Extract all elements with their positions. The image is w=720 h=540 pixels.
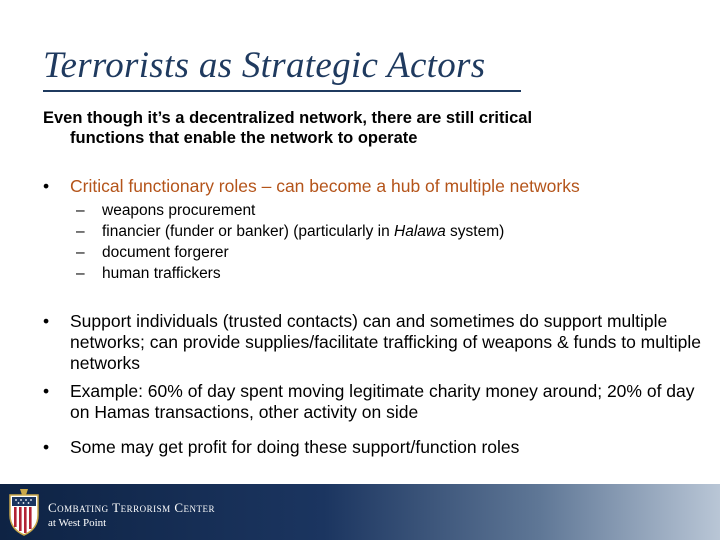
bullet-example (43, 381, 703, 423)
intro-text (43, 108, 683, 148)
bullet-text: Support individuals (trusted contacts) can and sometimes do support multiple networks; can provide supplies/facilitate trafficking of weapons & funds to multiple networks (70, 311, 701, 373)
dash-marker: – (76, 223, 85, 240)
list-item-text-tail: system) (445, 223, 505, 240)
bullet-text: Example: 60% of day spent moving legitimate charity money around; 20% of day on Hamas transactions, other activity on side (70, 381, 695, 422)
slide-title: Terrorists as Strategic Actors (43, 45, 486, 86)
bullet-marker: • (43, 311, 50, 331)
intro-line-1: Even though it’s a decentralized network, there are still critical (43, 109, 533, 127)
list-item (76, 221, 504, 242)
org-name: Combating Terrorism Center (48, 500, 216, 515)
intro-line-2: functions that enable the network to operate (70, 129, 418, 147)
list-item-text: document forgerer (102, 244, 229, 261)
list-item (76, 200, 504, 221)
list-item (76, 242, 504, 263)
title-underline (43, 90, 521, 92)
halawa-term: Halawa (394, 223, 446, 240)
dash-marker: – (76, 202, 85, 219)
critical-roles-sublist (76, 200, 504, 284)
west-point-crest-icon (6, 487, 42, 537)
bullet-marker: • (43, 176, 50, 196)
dash-marker: – (76, 265, 85, 282)
bullet-marker: • (43, 437, 50, 457)
footer-banner (0, 484, 720, 540)
bullet-text: Some may get profit for doing these support/function roles (70, 437, 520, 457)
bullet-text: Critical functionary roles – can become a hub of multiple networks (70, 176, 580, 196)
list-item-text: financier (funder or banker) (particularly in (102, 223, 395, 240)
bullet-support-individuals (43, 311, 703, 374)
org-subtitle: at West Point (48, 517, 107, 529)
dash-marker: – (76, 244, 85, 261)
bullet-profit (43, 437, 703, 458)
bullet-marker: • (43, 381, 50, 401)
list-item (76, 263, 504, 284)
list-item-text: human traffickers (102, 265, 221, 282)
list-item-text: weapons procurement (102, 202, 256, 219)
bullet-critical-roles (43, 176, 703, 197)
